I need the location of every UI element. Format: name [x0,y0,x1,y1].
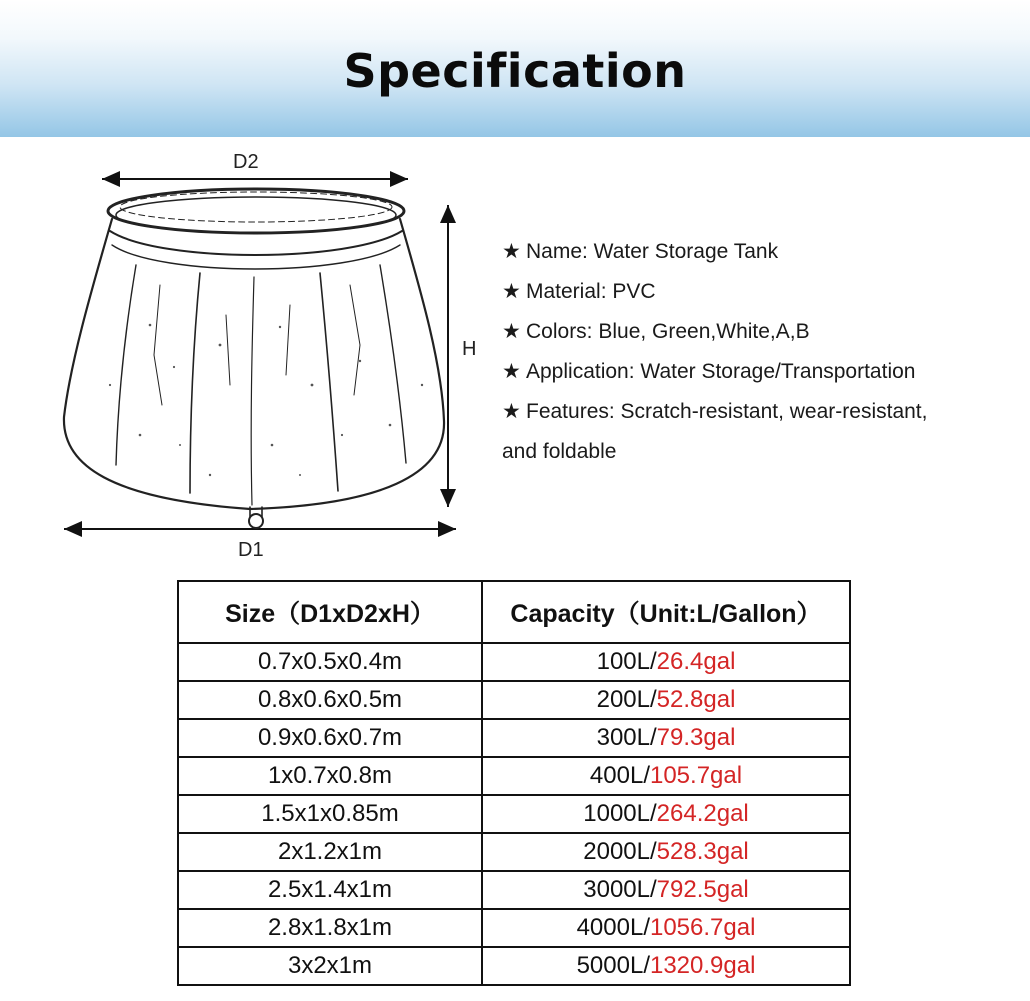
feature-list [502,232,1012,472]
size-cell: 2x1.2x1m [178,833,482,871]
feature-material [502,272,1012,312]
table-row [178,795,850,833]
size-cell: 0.8x0.6x0.5m [178,681,482,719]
tank-diagram [50,145,490,565]
feature-text: Name: Water Storage Tank [526,240,779,263]
page-title: Specification [343,44,687,98]
capacity-cell [482,719,850,757]
feature-text: and foldable [502,440,617,463]
star-icon: ★ [502,400,521,423]
capacity-cell [482,643,850,681]
capacity-cell [482,871,850,909]
table-row [178,643,850,681]
liters-value: 4000L/ [576,914,650,941]
feature-name [502,232,1012,272]
liters-value: 400L/ [589,762,650,789]
gallons-value: 1056.7gal [649,914,756,941]
star-icon: ★ [502,360,521,383]
size-cell: 2.8x1.8x1m [178,909,482,947]
star-icon: ★ [502,240,521,263]
gallons-value: 528.3gal [656,838,749,865]
table-header-row [178,581,850,643]
spec-table [177,580,851,986]
capacity-cell [482,833,850,871]
capacity-cell [482,757,850,795]
gallons-value: 264.2gal [656,800,749,827]
tank-illustration [50,145,490,565]
header-size: Size（D1xD2xH） [178,581,482,643]
capacity-cell [482,909,850,947]
size-cell: 0.7x0.5x0.4m [178,643,482,681]
star-icon: ★ [502,320,521,343]
table-row [178,719,850,757]
gallons-value: 26.4gal [656,648,736,675]
feature-text: Material: PVC [526,280,656,303]
liters-value: 3000L/ [583,876,657,903]
d2-label: D2 [233,151,259,173]
table-row [178,871,850,909]
table-row [178,681,850,719]
size-cell: 1.5x1x0.85m [178,795,482,833]
d1-label: D1 [238,539,264,561]
gallons-value: 79.3gal [656,724,736,751]
liters-value: 200L/ [596,686,657,713]
capacity-cell [482,681,850,719]
feature-application [502,352,1012,392]
capacity-cell [482,795,850,833]
table-row [178,909,850,947]
liters-value: 1000L/ [583,800,657,827]
size-cell: 1x0.7x0.8m [178,757,482,795]
liters-value: 2000L/ [583,838,657,865]
gallons-value: 792.5gal [656,876,749,903]
liters-value: 300L/ [596,724,657,751]
star-icon: ★ [502,280,521,303]
table-row [178,833,850,871]
tank-body [64,189,444,528]
tank-texture [109,324,423,476]
feature-text: Application: Water Storage/Transportation [526,360,916,383]
gallons-value: 105.7gal [649,762,743,789]
feature-text: Features: Scratch-resistant, wear-resistant, [526,400,928,423]
liters-value: 5000L/ [576,952,650,979]
gallons-value: 1320.9gal [649,952,756,979]
header-banner [0,0,1030,137]
gallons-value: 52.8gal [656,686,736,713]
size-cell: 3x2x1m [178,947,482,985]
size-cell: 0.9x0.6x0.7m [178,719,482,757]
h-label: H [462,338,477,360]
table-row [178,757,850,795]
feature-features [502,392,1012,432]
feature-colors [502,312,1012,352]
feature-features-continued [502,432,1012,472]
liters-value: 100L/ [596,648,657,675]
size-cell: 2.5x1.4x1m [178,871,482,909]
table-row [178,947,850,985]
header-capacity: Capacity（Unit:L/Gallon） [482,581,850,643]
capacity-cell [482,947,850,985]
feature-text: Colors: Blue, Green,White,A,B [526,320,810,343]
